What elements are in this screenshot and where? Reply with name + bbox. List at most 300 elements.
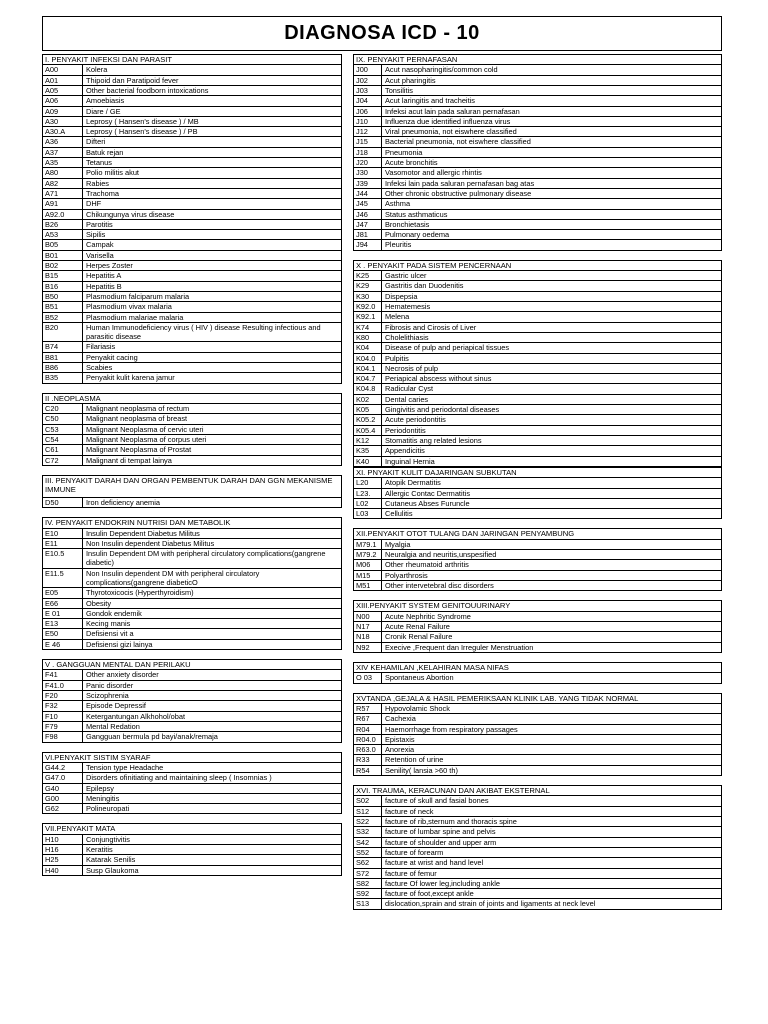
table-row (354, 384, 721, 394)
icd-code: A01 (43, 76, 83, 85)
table-row (43, 794, 341, 804)
icd-code: G40 (43, 784, 83, 793)
icd-code: F79 (43, 722, 83, 731)
table-row (43, 732, 341, 742)
diagnosis-description: Pulmonary oedema (385, 230, 450, 240)
table-row (43, 549, 341, 569)
diagnosis-description: Periapical abscess without sinus (385, 374, 492, 384)
diagnosis-description: Episode Depressif (86, 701, 146, 711)
diagnosis-description: Acute Nephritic Syndrome (385, 611, 471, 621)
table-row (354, 86, 721, 96)
diagnosis-description: facture of foot,except ankle (385, 889, 474, 899)
table-row (43, 107, 341, 117)
diagnosis-description: Neuralgia and neuritis,unspesified (385, 550, 497, 560)
table-row (43, 342, 341, 352)
section-header: VII.PENYAKIT MATA (43, 824, 341, 834)
diagnosis-description: Acut pharingitis (385, 75, 436, 85)
icd-code: F41.0 (43, 681, 83, 690)
diagnosis-description: Other anxiety disorder (86, 670, 159, 680)
icd-code: S12 (354, 807, 382, 816)
diagnosis-description: Disorders ofinitiating and maintaining sleep ( Insomnias ) (86, 773, 272, 783)
icd-code: B02 (43, 261, 83, 270)
table-row (354, 807, 721, 817)
table-row (354, 240, 721, 250)
diagnosis-description: Keratitis (86, 845, 113, 855)
diagnosis-description: Susp Glaukoma (86, 865, 139, 875)
table-row (43, 629, 341, 639)
table-row (354, 168, 721, 178)
table-row (354, 478, 721, 488)
icd-code: S52 (354, 848, 382, 857)
diagnosis-description: Panic disorder (86, 680, 134, 690)
section-x (353, 260, 722, 467)
table-row (354, 745, 721, 755)
right-column (353, 54, 722, 919)
table-row (354, 281, 721, 291)
table-row (354, 354, 721, 364)
icd-code: K05.4 (354, 426, 382, 435)
diagnosis-description: Thipoid dan Paratipoid fever (86, 75, 179, 85)
icd-code: K29 (354, 281, 382, 290)
diagnosis-description: Allergic Contac Dermatitis (385, 488, 471, 498)
diagnosis-description: Mental Redation (86, 721, 140, 731)
icd-code: B50 (43, 292, 83, 301)
table-row (354, 848, 721, 858)
icd-code: R54 (354, 766, 382, 775)
icd-code: S02 (354, 796, 382, 805)
icd-code: M51 (354, 581, 382, 590)
section-iv (42, 517, 342, 650)
table-row (43, 251, 341, 261)
section-header: XI. PNYAKIT KULIT DAJARINGAN SUBKUTAN (354, 468, 721, 478)
table-row (43, 569, 341, 589)
table-row (354, 622, 721, 632)
table-row (354, 374, 721, 384)
diagnosis-description: Cellulitis (385, 509, 413, 519)
table-row (354, 426, 721, 436)
diagnosis-description: Spontaneus Abortion (385, 673, 454, 683)
icd-code: S92 (354, 889, 382, 898)
icd-code: J15 (354, 137, 382, 146)
section-ii (42, 393, 342, 466)
icd-code: C50 (43, 414, 83, 423)
icd-code: J45 (354, 199, 382, 208)
section-header: IX. PENYAKIT PERNAFASAN (354, 55, 721, 65)
table-row (354, 302, 721, 312)
diagnosis-description: Insulin Dependent Diabetus Militus (86, 528, 200, 538)
table-row (354, 292, 721, 302)
icd-code: N18 (354, 632, 382, 641)
section-v (42, 659, 342, 742)
table-row (354, 127, 721, 137)
diagnosis-description: Acute Renal Failure (385, 621, 450, 631)
table-row (354, 96, 721, 106)
icd-code: J94 (354, 240, 382, 249)
table-row (43, 323, 341, 343)
icd-code: J39 (354, 179, 382, 188)
icd-code: A00 (43, 65, 83, 74)
table-row (354, 210, 721, 220)
diagnosis-description: Epistaxis (385, 734, 415, 744)
icd-code: N17 (354, 622, 382, 631)
icd-code: M15 (354, 571, 382, 580)
table-row (43, 76, 341, 86)
table-row (354, 137, 721, 147)
icd-code: D50 (43, 498, 83, 507)
diagnosis-description: facture of shoulder and upper arm (385, 837, 497, 847)
icd-code: A09 (43, 107, 83, 116)
icd-code: B35 (43, 373, 83, 382)
diagnosis-description: Appendicitis (385, 446, 425, 456)
table-row (43, 210, 341, 220)
icd-code: L20 (354, 478, 382, 487)
icd-code: J10 (354, 117, 382, 126)
icd-code: C20 (43, 404, 83, 413)
icd-code: G62 (43, 804, 83, 813)
icd-code: J81 (354, 230, 382, 239)
section-header: XIV KEHAMILAN ,KELAHIRAN MASA NIFAS (354, 663, 721, 673)
icd-code: F41 (43, 670, 83, 679)
diagnosis-description: Insulin Dependent DM with peripheral circulatory complications(gangrene diabetic) (86, 549, 326, 568)
diagnosis-description: Malignant Neoplasma of Prostat (86, 445, 192, 455)
table-row (354, 230, 721, 240)
section-i (42, 54, 342, 384)
diagnosis-description: Hematemesis (385, 302, 431, 312)
table-row (43, 282, 341, 292)
diagnosis-description: Gastric ulcer (385, 271, 427, 281)
table-row (354, 148, 721, 158)
diagnosis-description: Kolera (86, 65, 108, 75)
table-row (43, 855, 341, 865)
icd-code: K35 (354, 446, 382, 455)
icd-code: M79.2 (354, 550, 382, 559)
section-header: III. PENYAKIT DARAH DAN ORGAN PEMBENTUK DARAH DAN GGN MEKANISME IMMUNE (43, 476, 341, 498)
table-row (43, 86, 341, 96)
table-row (354, 220, 721, 230)
table-row (43, 498, 341, 508)
table-row (43, 158, 341, 168)
diagnosis-description: Stomatitis ang related lesions (385, 435, 482, 445)
table-row (354, 499, 721, 509)
table-row (43, 722, 341, 732)
icd-code: J04 (354, 96, 382, 105)
icd-code: K92.1 (354, 312, 382, 321)
table-row (354, 179, 721, 189)
diagnosis-description: Acute periodontitis (385, 415, 446, 425)
table-row (354, 889, 721, 899)
table-row (43, 835, 341, 845)
diagnosis-description: Malignant di tempat lainya (86, 455, 172, 465)
section-xiii-penyakit (353, 600, 722, 653)
table-row (43, 456, 341, 466)
icd-code: S42 (354, 838, 382, 847)
diagnosis-description: Diare / GE (86, 106, 121, 116)
diagnosis-description: Gondok endemik (86, 608, 142, 618)
diagnosis-description: Gastritis dan Duodenitis (385, 281, 464, 291)
diagnosis-description: Trachoma (86, 188, 119, 198)
diagnosis-description: Pulpitis (385, 353, 409, 363)
table-row (43, 588, 341, 598)
diagnosis-description: Dispepsia (385, 291, 418, 301)
icd-code: B16 (43, 282, 83, 291)
diagnosis-description: facture of neck (385, 806, 434, 816)
table-row (354, 766, 721, 776)
icd-code: H25 (43, 855, 83, 864)
page-title: DIAGNOSA ICD - 10 (42, 16, 722, 51)
diagnosis-description: Fibrosis and Cirosis of Liver (385, 322, 477, 332)
left-column (42, 54, 342, 885)
table-row (354, 117, 721, 127)
icd-code: K04 (354, 343, 382, 352)
table-row (354, 343, 721, 353)
icd-code: G47.0 (43, 773, 83, 782)
diagnosis-description: Polineuropati (86, 804, 130, 814)
table-row (43, 640, 341, 650)
icd-code: B20 (43, 323, 83, 342)
table-row (354, 755, 721, 765)
icd-code: A53 (43, 230, 83, 239)
diagnosis-description: Plasmodium malariae malaria (86, 312, 184, 322)
icd-code: A37 (43, 148, 83, 157)
table-row (43, 712, 341, 722)
icd-code: B74 (43, 342, 83, 351)
icd-code: A36 (43, 137, 83, 146)
diagnosis-description: Haemorrhage from respiratory passages (385, 724, 518, 734)
diagnosis-description: Polio militis akut (86, 168, 139, 178)
icd-code: J18 (354, 148, 382, 157)
table-row (354, 858, 721, 868)
icd-code: E50 (43, 629, 83, 638)
table-row (43, 691, 341, 701)
diagnosis-description: Difteri (86, 137, 106, 147)
diagnosis-description: Acut laringitis and tracheitis (385, 96, 475, 106)
icd-code: A71 (43, 189, 83, 198)
diagnosis-description: Bronchietasis (385, 219, 430, 229)
diagnosis-description: Katarak Senilis (86, 855, 136, 865)
diagnosis-description: DHF (86, 199, 102, 209)
table-row (354, 817, 721, 827)
diagnosis-description: Viral pneumonia, not eiswhere classified (385, 127, 517, 137)
table-row (354, 446, 721, 456)
icd-code: F10 (43, 712, 83, 721)
diagnosis-description: Bacterial pneumonia, not eiswhere classified (385, 137, 531, 147)
table-row (354, 333, 721, 343)
table-row (354, 405, 721, 415)
table-row (43, 127, 341, 137)
table-row (43, 529, 341, 539)
table-row (43, 137, 341, 147)
table-row (43, 609, 341, 619)
diagnosis-description: Thyrotoxicocis (Hyperthyroidism) (86, 588, 194, 598)
diagnosis-description: Malignant neoplasma of breast (86, 414, 188, 424)
icd-code: O 03 (354, 673, 382, 682)
icd-code: G00 (43, 794, 83, 803)
section-xiv (353, 662, 722, 684)
table-row (354, 838, 721, 848)
section-header: VI.PENYAKIT SISTIM SYARAF (43, 753, 341, 763)
table-row (43, 435, 341, 445)
diagnosis-description: Kecing manis (86, 619, 131, 629)
diagnosis-description: Pleuritis (385, 240, 412, 250)
diagnosis-description: Other rheumatoid arthritis (385, 560, 469, 570)
diagnosis-description: Hypovolamic Shock (385, 703, 450, 713)
diagnosis-description: Plasmodium falciparum malaria (86, 291, 190, 301)
diagnosis-description: Penyakit kulit karena jamur (86, 373, 175, 383)
diagnosis-description: facture of femur (385, 868, 437, 878)
diagnosis-description: Scabies (86, 363, 113, 373)
icd-code: S22 (354, 817, 382, 826)
diagnosis-description: Other intervetebral disc disorders (385, 580, 494, 590)
icd-code: A35 (43, 158, 83, 167)
section-header: V . GANGGUAN MENTAL DAN PERILAKU (43, 660, 341, 670)
diagnosis-description: Parotitis (86, 219, 113, 229)
diagnosis-description: Hepatitis A (86, 271, 122, 281)
diagnosis-description: Defisiensi gizi lainya (86, 639, 153, 649)
icd-code: A82 (43, 179, 83, 188)
icd-code: A30.A (43, 127, 83, 136)
table-row (43, 168, 341, 178)
icd-code: E10.5 (43, 549, 83, 568)
table-row (354, 581, 721, 591)
icd-code: B81 (43, 353, 83, 362)
diagnosis-description: Malignant Neoplasma of cervic uteri (86, 424, 204, 434)
icd-code: A91 (43, 199, 83, 208)
icd-code: R04.0 (354, 735, 382, 744)
table-row (354, 643, 721, 653)
diagnosis-description: Cutaneus Abses Furuncle (385, 498, 470, 508)
diagnosis-description: Obesity (86, 598, 112, 608)
table-row (354, 725, 721, 735)
table-row (43, 404, 341, 414)
diagnosis-description: Epilepsy (86, 783, 114, 793)
diagnosis-description: facture at wrist and hand level (385, 858, 484, 868)
table-row (43, 96, 341, 106)
diagnosis-description: Meningitis (86, 793, 120, 803)
icd-code: S13 (354, 899, 382, 908)
table-row (43, 701, 341, 711)
table-row (354, 899, 721, 909)
diagnosis-description: Cronik Renal Failure (385, 632, 453, 642)
section-iii (42, 475, 342, 508)
diagnosis-description: Necrosis of pulp (385, 363, 438, 373)
icd-code: B05 (43, 240, 83, 249)
section-xvi (353, 785, 722, 910)
icd-code: L03 (354, 509, 382, 518)
icd-code: H10 (43, 835, 83, 844)
diagnosis-description: Ketergantungan Alkhohol/obat (86, 711, 186, 721)
diagnosis-description: Tonsilitis (385, 86, 413, 95)
table-row (354, 436, 721, 446)
icd-code: S72 (354, 869, 382, 878)
table-row (354, 540, 721, 550)
diagnosis-description: Rabies (86, 178, 110, 188)
table-row (43, 681, 341, 691)
diagnosis-description: Other bacterial foodborn intoxications (86, 86, 209, 95)
table-row (354, 364, 721, 374)
icd-code: F98 (43, 732, 83, 741)
icd-code: E 01 (43, 609, 83, 618)
section-vii-penyakit (42, 823, 342, 876)
diagnosis-description: Atopik Dermatitis (385, 478, 441, 488)
table-row (354, 489, 721, 499)
icd-code: E 46 (43, 640, 83, 649)
icd-code: J12 (354, 127, 382, 136)
diagnosis-description: Acut nasopharingitis/common cold (385, 65, 498, 75)
table-row (43, 313, 341, 323)
icd-code: E05 (43, 588, 83, 597)
table-row (43, 363, 341, 373)
diagnosis-description: Filariasis (86, 342, 116, 352)
table-row (43, 148, 341, 158)
diagnosis-description: Infeksi acut lain pada saluran pernafasan (385, 106, 520, 116)
diagnosis-description: Tetanus (86, 158, 112, 168)
table-row (43, 179, 341, 189)
table-row (43, 230, 341, 240)
icd-code: R33 (354, 755, 382, 764)
icd-code: J20 (354, 158, 382, 167)
icd-code: C72 (43, 456, 83, 465)
diagnosis-description: Asthma (385, 199, 411, 209)
icd-code: K04.8 (354, 384, 382, 393)
icd-code: J46 (354, 210, 382, 219)
diagnosis-description: Tension type Headache (86, 762, 164, 772)
diagnosis-description: Cholelithiasis (385, 332, 429, 342)
icd-code: A92.0 (43, 210, 83, 219)
diagnosis-description: Penyakit cacing (86, 352, 138, 362)
icd-code: B86 (43, 363, 83, 372)
icd-code: J06 (354, 107, 382, 116)
icd-code: E13 (43, 619, 83, 628)
icd-code: A06 (43, 96, 83, 105)
section-header: XII.PENYAKIT OTOT TULANG DAN JARINGAN PENYAMBUNG (354, 529, 721, 539)
icd-code: J44 (354, 189, 382, 198)
diagnosis-description: Inguinal Hernia (385, 456, 435, 466)
section-header: X . PENYAKIT PADA SISTEM PENCERNAAN (354, 261, 721, 271)
section-header: IV. PENYAKIT ENDOKRIN NUTRISI DAN METABOLIK (43, 518, 341, 528)
icd-code: E66 (43, 599, 83, 608)
icd-code: F20 (43, 691, 83, 700)
table-row (354, 158, 721, 168)
diagnosis-description: Leprosy ( Hansen's disease ) / MB (86, 116, 199, 126)
icd-code: B26 (43, 220, 83, 229)
table-row (354, 735, 721, 745)
table-row (354, 869, 721, 879)
diagnosis-description: Retention of urine (385, 755, 444, 765)
diagnosis-description: Defisiensi vit a (86, 629, 134, 639)
section-header: XIII.PENYAKIT SYSTEM GENITOUURINARY (354, 601, 721, 611)
table-row (43, 189, 341, 199)
diagnosis-description: Sipilis (86, 230, 106, 240)
diagnosis-description: Dental caries (385, 394, 429, 404)
table-row (354, 827, 721, 837)
icd-code: C54 (43, 435, 83, 444)
table-row (354, 271, 721, 281)
diagnosis-description: Execive ,Frequent dan Irreguler Menstruation (385, 642, 534, 652)
icd-code: K92.0 (354, 302, 382, 311)
diagnosis-description: Anorexia (385, 745, 415, 755)
diagnosis-description: Periodontitis (385, 425, 426, 435)
table-row (354, 560, 721, 570)
diagnosis-description: Other chronic obstructive pulmonary disease (385, 188, 532, 198)
diagnosis-description: Polyarthrosis (385, 570, 428, 580)
diagnosis-description: Chikungunya virus disease (86, 209, 175, 219)
icd-code: S32 (354, 827, 382, 836)
diagnosis-description: Gingivitis and periodontal diseases (385, 405, 500, 415)
diagnosis-description: Human Immunodeficiency virus ( HIV ) disease Resulting infectious and parasitic disease (86, 322, 321, 342)
table-row (354, 65, 721, 75)
icd-code: K40 (354, 457, 382, 466)
diagnosis-description: Malignant Neoplasma of corpus uteri (86, 434, 207, 444)
